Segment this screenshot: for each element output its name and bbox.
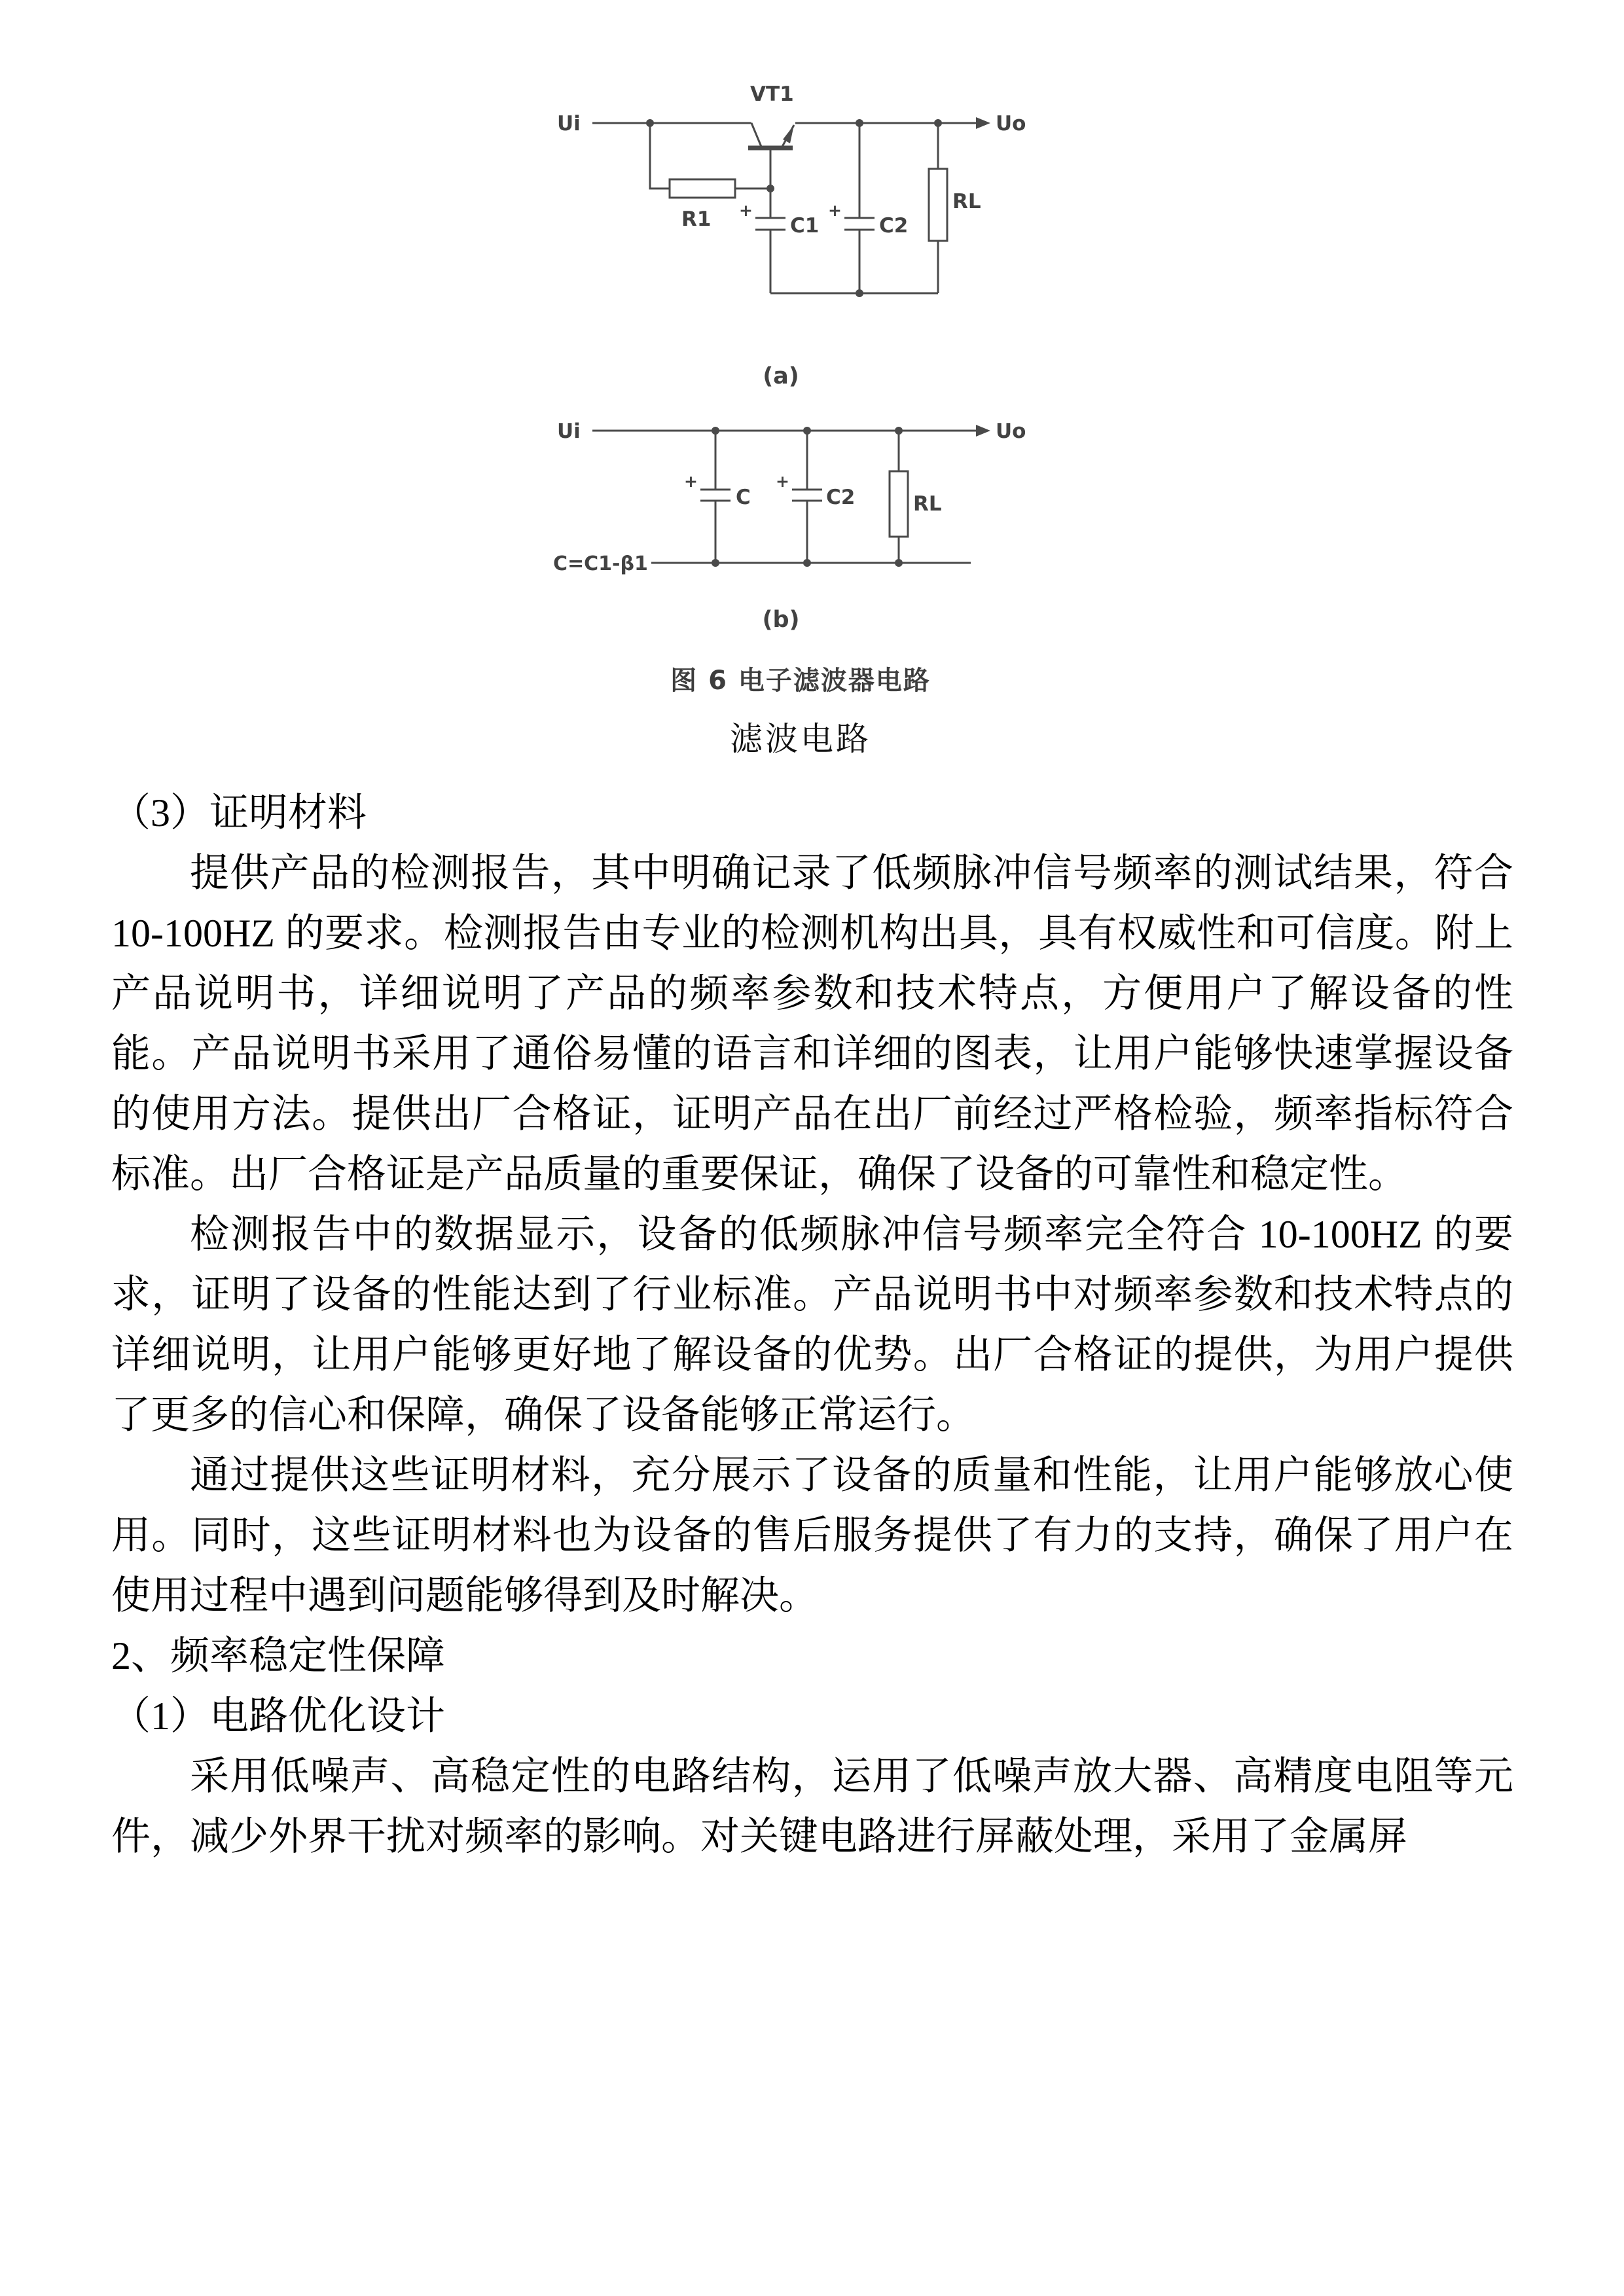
label-rl: RL [913,492,942,516]
label-c: C [736,486,751,509]
heading-proof-materials: （3）证明材料 [111,791,367,834]
circuit-b-diagram [552,398,1049,641]
heading-frequency-stability: 2、频率稳定性保障 [111,1634,445,1677]
circuit-a-diagram [552,77,1049,398]
paragraph-proof-2: 检测报告中的数据显示，设备的低频脉冲信号频率完全符合 10-100HZ 的要求，证明了设备的性能达到了行业标准。产品说明书中对频率参数和技术特点的详细说明，让用户能够更好地了解设备的优势。出厂合格证的提供，为用户提供了更多的信心和保障，确保了设备能够正常运行。 [111,1213,1513,1437]
resistor-rl-symbol [929,169,947,241]
figure-caption: 图 6 电子滤波器电路 [670,666,931,696]
paragraph-proof-3: 通过提供这些证明材料，充分展示了设备的质量和性能，让用户能够放心使用。同时，这些证明材料也为设备的售后服务提供了有力的支持，确保了用户在使用过程中遇到问题能够得到及时解决。 [111,1454,1513,1617]
figure-block [542,77,1059,760]
label-vt1: VT1 [750,82,794,106]
resistor-r1-symbol [670,179,735,198]
subfigure-label-b: (b) [762,607,800,633]
subfigure-label-a: (a) [763,363,799,389]
figure-subcaption: 滤波电路 [730,721,871,757]
label-uo: Uo [996,112,1026,135]
label-uo: Uo [996,420,1026,443]
label-ui: Ui [557,112,581,135]
plus-sign-icon: + [684,472,698,491]
label-c2: C2 [879,214,909,238]
circuit-a-wires [592,123,976,293]
output-arrow-icon [976,425,990,437]
paragraph-proof-1: 提供产品的检测报告，其中明确记录了低频脉冲信号频率的测试结果，符合 10-100HZ 的要求。检测报告由专业的检测机构出具，具有权威性和可信度。附上产品说明书，详细说明了产品的频率参数和技术特点，方便用户了解设备的性能。产品说明书采用了通俗易懂的语言和详细的图表，让用户能够快速掌握设备的使用方法。提供出厂合格证，证明产品在出厂前经过严格检验，频率指标符合标准。出厂合格证是产品质量的重要保证，确保了设备的可靠性和稳定性。 [111,852,1513,1196]
output-arrow-icon [976,117,990,129]
transistor-collector-lead [751,123,761,147]
resistor-rl-symbol [890,471,908,537]
label-rl: RL [952,190,981,213]
plus-sign-icon: + [776,472,789,491]
plus-sign-icon: + [739,201,753,220]
heading-circuit-optimization: （1）电路优化设计 [111,1695,445,1738]
document-body [111,783,1513,1867]
label-c2: C2 [826,486,856,509]
paragraph-circuit-1: 采用低噪声、高稳定性的电路结构，运用了低噪声放大器、高精度电阻等元件，减少外界干扰对频率的影响。对关键电路进行屏蔽处理，采用了金属屏 [111,1755,1513,1858]
label-c1: C1 [790,214,820,238]
label-r1: R1 [681,207,712,231]
label-ui: Ui [557,420,581,443]
capacitance-formula: C=C1-β1 [553,552,648,575]
plus-sign-icon: + [828,201,842,220]
